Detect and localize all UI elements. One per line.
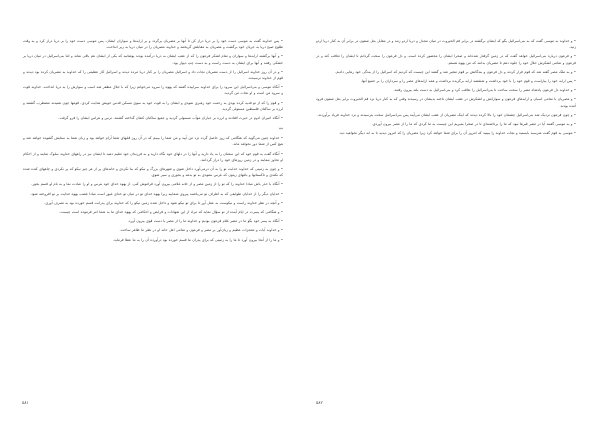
- paragraph: • و خداوند دل فرعون پادشاه مصر را سخت ساخت تا بنی‌اسرائیل را تعاقب کرد و بنی‌اسرائیل به دست بلند بیرون رفتند.: [393, 88, 576, 93]
- page-number-right: ٥٨٢: [316, 400, 323, 405]
- paragraph: • و فرعون درباره بنی‌اسرائیل خواهد گفت که در زمین گرفتار شده‌اند و صحرا ایشان را محصور کرده است. و دل فرعون را سخت گردانم تا ایشان را تعاقب کند و در فرعون و تمامی لشکرش جلال خود را جلوه دهم تا مصریان بدانند که من یهوه هستم.: [316, 54, 576, 65]
- right-page: [316, 38, 576, 398]
- paragraph: • پس خداوند گفت به موسی دست خود را بر دریا دراز کن تا آبها بر مصریان برگردد و بر ارابه‌ها و سواران ایشان. پس موسی دست خود را بر دریا دراز کرد و به وقت طلوع صبح دریا به جریان خود برگشت و مصریان به مقابلش گریختند و خداوند مصریان را در میان دریا به زیر انداخت.: [23, 39, 283, 50]
- page-number-left: ٥٨١: [22, 400, 29, 405]
- paragraph: • و هنگامی که پسرت در ایام آینده از تو سؤال نماید که مراد از این شهادات و فرایض و احکامی که یهوه خدای ما به شما امر فرموده است چیست.: [59, 210, 283, 215]
- paragraph: • و چون به زمینی که خداوند خدایت تو را به آن درمی‌آورد داخل شوی و شهرهای بزرگ و نیکو که بنا نکردی و خانه‌های پر از هر چیز نیکو که پر نکردی و چاههای کنده شده که نکندی و تاکستانها و باغهای زیتون که غرس ننمودی به تو بدهد و بخوری و سیر شوی.: [23, 167, 283, 178]
- paragraph: • و مصریان با تمامی اسبان و ارابه‌های فرعون و سوارانش و لشکرش در عقب ایشان تاخته بدیشان در رسیدند وقتی که به کنار دریا نزد فم الحیروت برابر بعل صفون فرود آمده بودند.: [316, 97, 576, 108]
- paragraph: • آنگاه گفت به قوم خود که این سخنان را به یاد دارید و آنها را در دلهای خود نگاه دارید و به فرزندان خود تعلیم دهید تا ایشان نیز در راههای خداوند سلوک نمایند و از احکام او تجاوز ننمایند و در زمین روزهای خود را دراز گردانند.: [23, 151, 283, 162]
- paragraph: • موسی به قوم گفت مترسید بایستید و نجات خداوند را ببینید که امروز آن را برای شما خواهد کرد زیرا مصریان را که امروز دیدید تا به ابد دیگر نخواهید دید.: [338, 131, 576, 136]
- paragraph: • آنگاه با حذر باش مبادا خداوند را که تو را از زمین مصر و از خانه غلامی بیرون آورد فراموش کنی. از یهوه خدای خود بترس و او را عبادت نما و به نام او قسم بخور.: [31, 182, 283, 187]
- left-page: [23, 38, 283, 398]
- paragraph: • و قوم را که از تو فدیه کرده بودی به رحمت خود رهبری نمودی و ایشان را به قوت خود به سوی مسکن قدس خویش هدایت کردی. قومها چون شنیدند مضطرب گشتند و لرزه بر ساکنان فلسطین مستولی گردید.: [23, 100, 283, 111]
- paragraph: • و آنچه در نظر خداوند راست و نیکوست به عمل آور تا برای تو نیکو شود و داخل شده زمین نیکو را که خداوند برای پدرانت قسم خورده بود به تصرف آوری.: [44, 200, 283, 205]
- paragraph: • و ما را از آنجا بیرون آورد تا ما را به زمینی که برای پدران ما قسم خورده بود درآورده آن را به ما عطا فرماید.: [112, 237, 283, 242]
- paragraph: • و به موسی گفتند آیا در مصر قبرها نبود که ما را برداشته‌ای تا در صحرا بمیریم این چیست به ما کردی که ما را از مصر بیرون آوردی.: [371, 122, 576, 127]
- paragraph: • و چون فرعون نزدیک شد بنی‌اسرائیل چشمان خود را بالا کرده دیدند که اینک مصریان از عقب ایشان می‌آیند پس بنی‌اسرائیل سخت بترسیدند و نزد خداوند فریاد برآوردند.: [317, 112, 576, 117]
- paragraph: • و خداوند به موسی گفت که به بنی‌اسرائیل بگو که ایشان برگشته در برابر فم الحیروت در میان مجدل و دریا اردو زنند و در مقابل بعل صفون در برابر آن به کنار دریا اردو زنید.: [316, 39, 576, 50]
- paragraph: • و در آن روز خداوند اسرائیل را از دست مصریان نجات داد و اسرائیل مصریان را بر کنار دریا مرده دیدند و اسرائیل کار عظیمی را که خداوند به مصریان کرده بود دیدند و قوم از خداوند ترسیدند.: [23, 69, 283, 81]
- paragraph: • و خداوند آیات و معجزات عظیم و زیان‌آور بر مصر و فرعون و تمامی اهل خانه او در نظر ما ظاهر ساخت.: [119, 228, 283, 233]
- paragraph: • خداوند چنین می‌گوید که هنگامی که روز حاصل گردد نزد من آیید و من شما را ببینم که در آن روز قلبهای شما آرام خواهد بود و زبان شما به ستایش گشوده خواهد شد و هیچ کس از شما دور نخواهد ماند.: [23, 136, 283, 147]
- section-separator: **: [279, 127, 283, 133]
- paragraph: • پس ارابه خود را بیاراست و قوم خود را با خود برداشت و ششصد ارابه برگزیده برداشت و همه ارابه‌های مصر را و سرداران را بر جمیع آنها.: [360, 79, 576, 84]
- paragraph: • خدایان دیگر را از خدایان طوایفی که به اطراف تو می‌باشند پیروی منمایید زیرا یهوه خدای تو در میان تو خدای غیور است مبادا غضب یهوه خدایت بر تو افروخته شود.: [30, 191, 283, 196]
- paragraph: • و آبها برگشته ارابه‌ها و سواران و تمام لشکر فرعون را که از عقب ایشان به دریا درآمده بودند پوشانید که یکی از ایشان هم باقی نماند و اما بنی‌اسرائیل در میان دریا بر خشکی رفتند و آبها برای ایشان به دست راست و به دست چپ دیوار بود.: [23, 54, 283, 65]
- paragraph: • آنگاه امیران ادوم در حیرت افتادند و لرزه بر جباران موآب مستولی گردید و جمیع ساکنان کنعان گداخته گشتند. ترس و هراس ایشان را فرو گرفت.: [58, 116, 283, 121]
- paragraph: • و به ملک مصر گفته شد که قوم فرار کردند و دل فرعون و بندگانش بر قوم متغیر شد و گفتند این چیست که کردیم که اسرائیل را از بندگی خود رهایی دادیم.: [335, 69, 576, 74]
- paragraph: • آنگاه موسی و بنی‌اسرائیل این سرود را برای خداوند سراییده گفتند که یهوه را سرود می‌خوانم زیرا که با جلال مظفر شد اسب و سوارش را به دریا انداخت. خداوند قوت و سرود من است و او نجات من گردید.: [23, 85, 283, 96]
- paragraph: • آنگاه به پسر خود بگو ما در مصر غلام فرعون بودیم و خداوند ما را از مصر با دست قوی بیرون آورد.: [127, 219, 283, 224]
